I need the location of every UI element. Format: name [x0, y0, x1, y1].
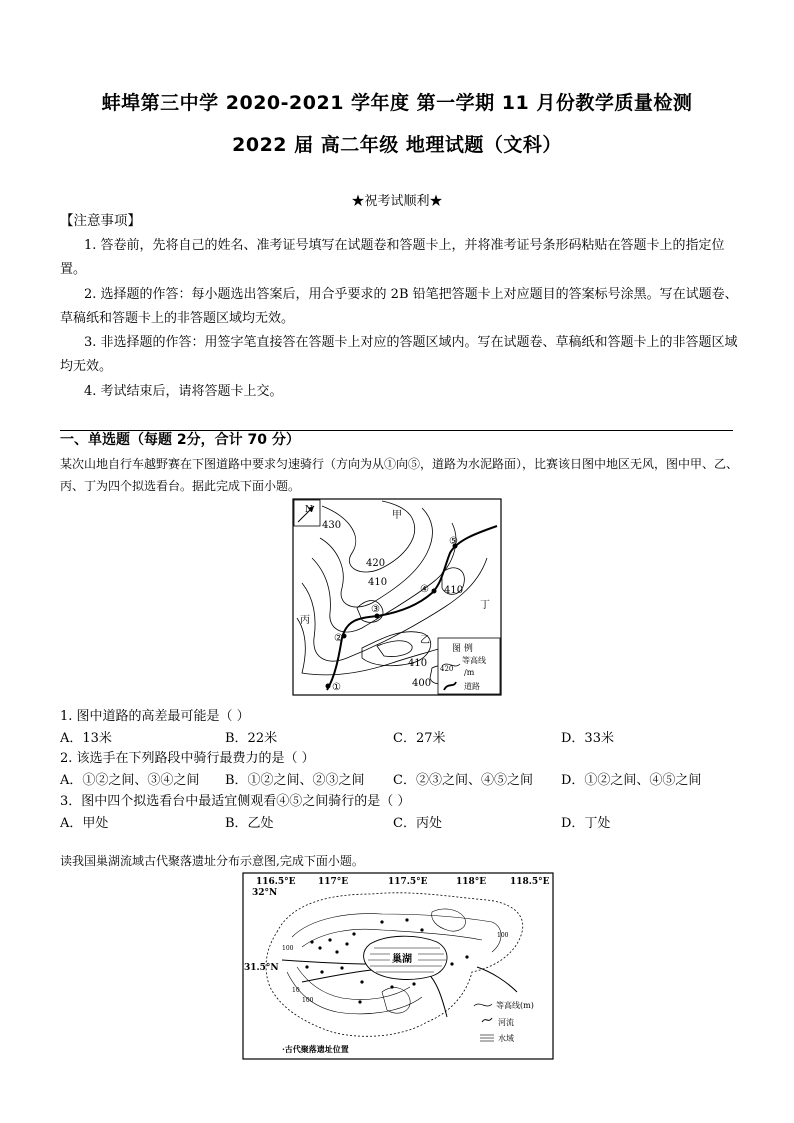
legend-contour: 等高线: [462, 656, 486, 665]
question-2-stem: 2. 该选手在下列路段中骑行最费力的是（ ）: [60, 751, 315, 766]
chaohu-lake: [364, 936, 447, 979]
q3-option-a[interactable]: A．甲处: [60, 816, 109, 831]
legend-water: 水域: [498, 1034, 514, 1043]
contour-label: 410: [444, 585, 464, 596]
contour-label: 420: [366, 558, 386, 569]
legend-site: ·古代聚落遗址位置: [282, 1044, 349, 1054]
lon-label: 117°E: [318, 877, 349, 887]
lat-label: 32°N: [252, 888, 278, 898]
notes-heading: 【注意事项】: [60, 213, 141, 229]
contour-value: 100: [497, 932, 509, 939]
legend-road: 道路: [464, 682, 480, 691]
good-luck-line: ★祝考试顺利★: [351, 194, 443, 209]
lon-label: 116.5°E: [256, 877, 296, 887]
lat-label: 31.5°N: [244, 963, 279, 973]
site-yi: 乙: [420, 635, 430, 646]
exam-subtitle: 2022 届 高二年级 地理试题（文科）: [232, 134, 562, 156]
q3-option-d[interactable]: D．丁处: [561, 816, 611, 831]
route-point-2: ②: [334, 633, 343, 644]
note-item: 2. 选择题的作答：每小题选出答案后，用合乎要求的 2B 铅笔把答题卡上对应题目的答案标号涂黑。写在试题卷、草稿纸和答题卡上的非答题区域均无效。: [60, 287, 738, 326]
contour-label: 430: [322, 520, 342, 531]
legend-title: 图 例: [452, 644, 473, 654]
route-point-1: ①: [332, 682, 341, 693]
exam-title: 蚌埠第三中学 2020-2021 学年度 第一学期 11 月份教学质量检测: [101, 92, 693, 114]
contour-map: [292, 498, 502, 696]
route-point-5: ⑤: [449, 536, 458, 547]
passage-intro-2: 读我国巢湖流域古代聚落遗址分布示意图,完成下面小题。: [60, 854, 364, 868]
q2-option-d[interactable]: D．①②之间、④⑤之间: [561, 773, 702, 788]
note-item: 3. 非选择题的作答：用签字笔直接答在答题卡上对应的答题区域内。写在试题卷、草稿纸和答题卡上的非答题区域均无效。: [60, 335, 738, 374]
note-item: 1. 答卷前，先将自己的姓名、准考证号填写在试题卷和答题卡上，并将准考证号条形码粘贴在答题卡上的指定位置。: [60, 238, 725, 277]
legend-sample: 420: [440, 665, 454, 673]
q1-option-c[interactable]: C．27米: [393, 731, 446, 746]
q1-option-d[interactable]: D．33米: [561, 731, 614, 746]
lon-label: 118.5°E: [510, 877, 550, 887]
route-point-4: ④: [420, 584, 429, 595]
chaohu-map: [242, 872, 554, 1060]
north-arrow-icon: [294, 500, 320, 526]
north-label: N: [305, 505, 313, 515]
passage-intro: 某次山地自行车越野赛在下图道路中要求匀速骑行（方向为从①向⑤，道路为水泥路面），比赛该日图中地区无风，图中甲、乙、丙、丁为四个拟选看台。据此完成下面小题。: [60, 457, 739, 493]
q1-option-b[interactable]: B．22米: [225, 731, 278, 746]
q3-option-b[interactable]: B．乙处: [225, 816, 274, 831]
q2-option-a[interactable]: A．①②之间、③④之间: [60, 773, 200, 788]
question-3-stem: 3．图中四个拟选看台中最适宜侧观看④⑤之间骑行的是（ ）: [60, 794, 411, 809]
contour-label: 410: [368, 577, 388, 588]
lon-label: 118°E: [456, 877, 487, 887]
q1-option-a[interactable]: A．13米: [60, 731, 112, 746]
lake-label: 巢湖: [392, 954, 412, 965]
legend-river: 河流: [498, 1018, 514, 1027]
contour-label: 400: [412, 678, 432, 689]
q3-option-c[interactable]: C．丙处: [393, 816, 442, 831]
contour-value: 100: [282, 945, 294, 952]
q2-option-b[interactable]: B．①②之间、②③之间: [225, 773, 365, 788]
question-1-stem: 1. 图中道路的高差最可能是（ ）: [60, 709, 250, 724]
contour-value: 100: [302, 997, 314, 1004]
legend-contour: 等高线(m): [496, 1001, 534, 1010]
route-point-3: ③: [371, 604, 380, 615]
section-title: 一、单选题（每题 2分，合计 70 分）: [60, 432, 300, 448]
contour-label: 410: [408, 658, 428, 669]
site-ding: 丁: [480, 600, 490, 611]
q2-option-c[interactable]: C．②③之间、④⑤之间: [393, 773, 533, 788]
site-bing: 丙: [300, 615, 310, 626]
lon-label: 117.5°E: [388, 877, 428, 887]
site-jia: 甲: [392, 510, 402, 521]
legend-unit: /m: [464, 668, 475, 677]
map-legend: [438, 638, 500, 694]
note-item: 4. 考试结束后，请将答题卡上交。: [84, 384, 283, 399]
contour-value: 10: [292, 987, 300, 994]
